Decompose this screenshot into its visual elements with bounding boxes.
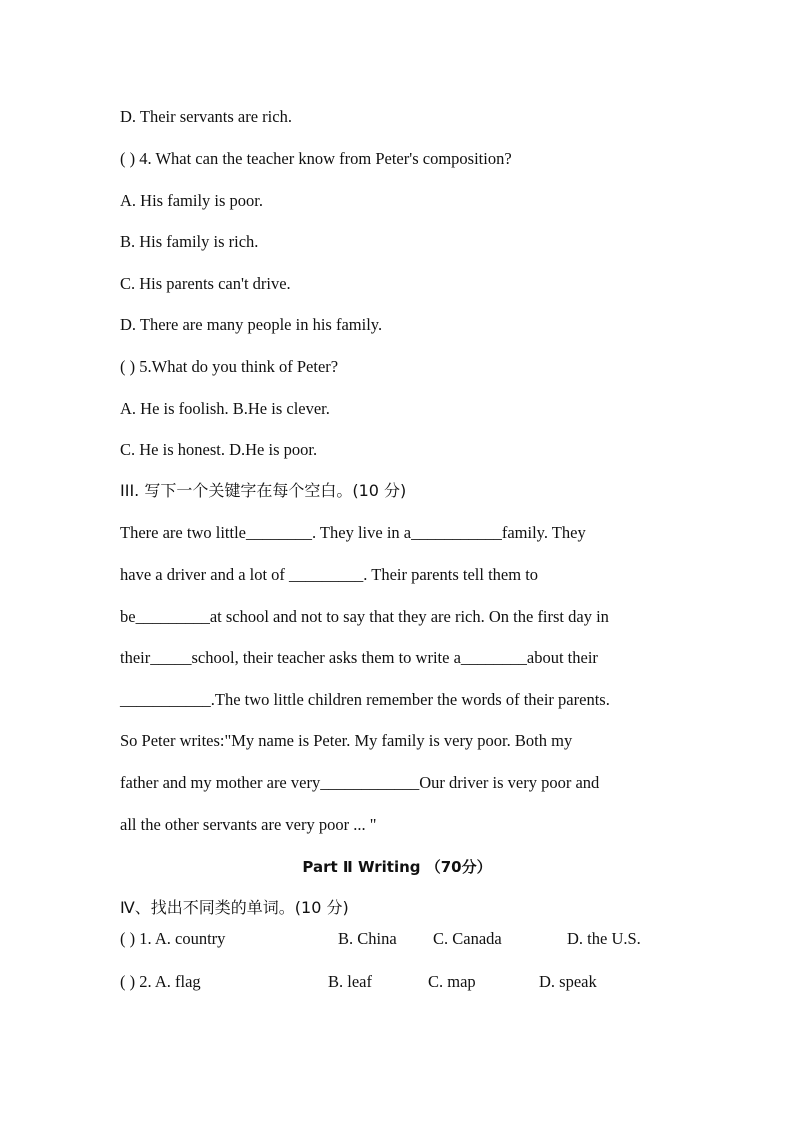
section3-heading: III. 写下一个关键字在每个空白。(10 分)	[120, 481, 407, 500]
q5-stem: ( ) 5.What do you think of Peter?	[120, 357, 339, 376]
cloze-line-1: There are two little________. They live in a___________family. They	[120, 523, 586, 542]
section4-heading: Ⅳ、找出不同类的单词。(10 分)	[120, 898, 349, 917]
part2-title: Part Ⅱ Writing （70分）	[302, 858, 492, 876]
row2-option-c: C. map	[428, 972, 476, 991]
q4-option-c: C. His parents can't drive.	[120, 274, 291, 293]
q5-options-ab: A. He is foolish. B.He is clever.	[120, 399, 330, 418]
cloze-line-4: their_____school, their teacher asks them to write a________about their	[120, 648, 598, 667]
cloze-line-2: have a driver and a lot of _________. Their parents tell them to	[120, 565, 539, 584]
row2-option-d: D. speak	[539, 972, 597, 991]
cloze-line-7: father and my mother are very____________Our driver is very poor and	[120, 773, 600, 792]
row1-option-b: B. China	[338, 929, 397, 948]
row2-option-b: B. leaf	[328, 972, 372, 991]
q5-options-cd: C. He is honest. D.He is poor.	[120, 440, 318, 459]
cloze-line-6: So Peter writes:"My name is Peter. My family is very poor. Both my	[120, 731, 573, 750]
row2-number-option-a: ( ) 2. A. flag	[120, 972, 201, 991]
cloze-line-8: all the other servants are very poor ... "	[120, 815, 377, 834]
cloze-line-5: ___________.The two little children remember the words of their parents.	[120, 690, 610, 709]
cloze-line-3: be_________at school and not to say that they are rich. On the first day in	[120, 607, 609, 626]
q4-option-a: A. His family is poor.	[120, 191, 263, 210]
q4-option-b: B. His family is rich.	[120, 232, 259, 251]
row1-option-c: C. Canada	[433, 929, 502, 948]
row1-option-d: D. the U.S.	[567, 929, 641, 948]
q3-option-d: D. Their servants are rich.	[120, 107, 292, 126]
q4-option-d: D. There are many people in his family.	[120, 315, 383, 334]
q4-stem: ( ) 4. What can the teacher know from Peter's composition?	[120, 149, 512, 168]
row1-number-option-a: ( ) 1. A. country	[120, 929, 226, 948]
